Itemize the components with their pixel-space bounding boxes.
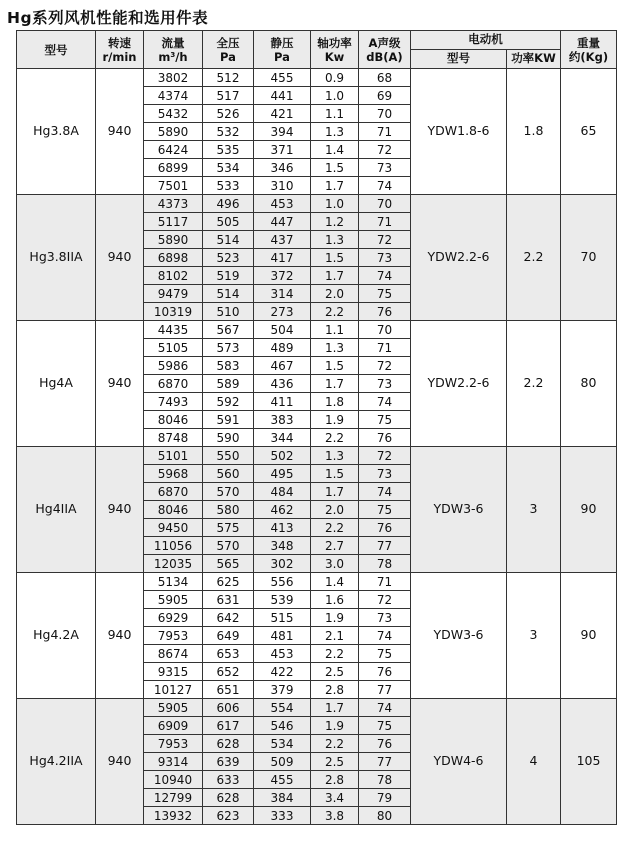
static-pressure-cell: 379	[254, 681, 311, 699]
static-pressure-cell: 417	[254, 249, 311, 267]
header-motor-power: 功率KW	[507, 50, 561, 69]
shaft-power-cell: 1.5	[311, 465, 359, 483]
static-pressure-cell: 539	[254, 591, 311, 609]
noise-level-cell: 76	[359, 735, 411, 753]
motor-power-cell: 3	[507, 573, 561, 699]
header-speed: 转速 r/min	[96, 31, 144, 69]
noise-level-cell: 71	[359, 573, 411, 591]
static-pressure-cell: 371	[254, 141, 311, 159]
shaft-power-cell: 1.9	[311, 609, 359, 627]
static-pressure-cell: 453	[254, 195, 311, 213]
total-pressure-cell: 510	[203, 303, 254, 321]
static-pressure-cell: 384	[254, 789, 311, 807]
noise-level-cell: 72	[359, 231, 411, 249]
noise-level-cell: 75	[359, 645, 411, 663]
shaft-power-cell: 2.0	[311, 501, 359, 519]
noise-level-cell: 75	[359, 501, 411, 519]
motor-model-cell: YDW3-6	[411, 573, 507, 699]
shaft-power-cell: 1.7	[311, 267, 359, 285]
shaft-power-cell: 3.8	[311, 807, 359, 825]
header-static-pressure: 静压 Pa	[254, 31, 311, 69]
shaft-power-cell: 1.2	[311, 213, 359, 231]
total-pressure-cell: 583	[203, 357, 254, 375]
flow-cell: 6424	[144, 141, 203, 159]
total-pressure-cell: 570	[203, 483, 254, 501]
total-pressure-cell: 523	[203, 249, 254, 267]
static-pressure-cell: 447	[254, 213, 311, 231]
total-pressure-cell: 519	[203, 267, 254, 285]
flow-cell: 6909	[144, 717, 203, 735]
flow-cell: 5890	[144, 231, 203, 249]
total-pressure-cell: 617	[203, 717, 254, 735]
total-pressure-cell: 496	[203, 195, 254, 213]
noise-level-cell: 75	[359, 717, 411, 735]
header-weight: 重量 约(Kg)	[561, 31, 617, 69]
shaft-power-cell: 1.5	[311, 357, 359, 375]
static-pressure-cell: 554	[254, 699, 311, 717]
total-pressure-cell: 590	[203, 429, 254, 447]
flow-cell: 5105	[144, 339, 203, 357]
noise-level-cell: 72	[359, 591, 411, 609]
shaft-power-cell: 1.0	[311, 87, 359, 105]
noise-level-cell: 74	[359, 483, 411, 501]
noise-level-cell: 69	[359, 87, 411, 105]
static-pressure-cell: 346	[254, 159, 311, 177]
static-pressure-cell: 310	[254, 177, 311, 195]
header-flow: 流量 $m^3/h$	[144, 31, 203, 69]
noise-level-cell: 79	[359, 789, 411, 807]
total-pressure-cell: 592	[203, 393, 254, 411]
weight-cell: 80	[561, 321, 617, 447]
flow-cell: 8674	[144, 645, 203, 663]
static-pressure-cell: 502	[254, 447, 311, 465]
weight-cell: 105	[561, 699, 617, 825]
shaft-power-cell: 1.5	[311, 249, 359, 267]
total-pressure-cell: 633	[203, 771, 254, 789]
total-pressure-cell: 514	[203, 231, 254, 249]
shaft-power-cell: 2.2	[311, 429, 359, 447]
noise-level-cell: 76	[359, 663, 411, 681]
flow-cell: 6898	[144, 249, 203, 267]
noise-level-cell: 78	[359, 771, 411, 789]
header-shaft-power: 轴功率 Kw	[311, 31, 359, 69]
shaft-power-cell: 1.8	[311, 393, 359, 411]
total-pressure-cell: 534	[203, 159, 254, 177]
shaft-power-cell: 1.6	[311, 591, 359, 609]
flow-cell: 9479	[144, 285, 203, 303]
model-cell: Hg4A	[17, 321, 96, 447]
flow-cell: 5905	[144, 591, 203, 609]
total-pressure-cell: 535	[203, 141, 254, 159]
flow-cell: 10127	[144, 681, 203, 699]
static-pressure-cell: 273	[254, 303, 311, 321]
speed-cell: 940	[96, 321, 144, 447]
static-pressure-cell: 437	[254, 231, 311, 249]
flow-cell: 5890	[144, 123, 203, 141]
flow-cell: 5117	[144, 213, 203, 231]
total-pressure-cell: 591	[203, 411, 254, 429]
page-title: Hg系列风机性能和选用件表	[7, 9, 209, 27]
header-noise-level: A声级 dB(A)	[359, 31, 411, 69]
static-pressure-cell: 421	[254, 105, 311, 123]
noise-level-cell: 72	[359, 141, 411, 159]
shaft-power-cell: 2.5	[311, 663, 359, 681]
total-pressure-cell: 533	[203, 177, 254, 195]
total-pressure-cell: 628	[203, 735, 254, 753]
fan-performance-table	[16, 30, 617, 825]
flow-cell: 7953	[144, 735, 203, 753]
header-total-pressure: 全压 Pa	[203, 31, 254, 69]
total-pressure-cell: 625	[203, 573, 254, 591]
noise-level-cell: 72	[359, 447, 411, 465]
weight-cell: 90	[561, 447, 617, 573]
noise-level-cell: 71	[359, 213, 411, 231]
shaft-power-cell: 2.8	[311, 681, 359, 699]
shaft-power-cell: 2.2	[311, 519, 359, 537]
static-pressure-cell: 489	[254, 339, 311, 357]
shaft-power-cell: 2.1	[311, 627, 359, 645]
speed-cell: 940	[96, 69, 144, 195]
static-pressure-cell: 462	[254, 501, 311, 519]
motor-power-cell: 3	[507, 447, 561, 573]
shaft-power-cell: 1.0	[311, 195, 359, 213]
total-pressure-cell: 631	[203, 591, 254, 609]
total-pressure-cell: 649	[203, 627, 254, 645]
flow-cell: 4435	[144, 321, 203, 339]
flow-cell: 7493	[144, 393, 203, 411]
total-pressure-cell: 560	[203, 465, 254, 483]
total-pressure-cell: 505	[203, 213, 254, 231]
shaft-power-cell: 2.7	[311, 537, 359, 555]
flow-cell: 9314	[144, 753, 203, 771]
speed-cell: 940	[96, 447, 144, 573]
total-pressure-cell: 565	[203, 555, 254, 573]
model-cell: Hg4IIA	[17, 447, 96, 573]
flow-cell: 5968	[144, 465, 203, 483]
flow-cell: 8748	[144, 429, 203, 447]
flow-cell: 9315	[144, 663, 203, 681]
noise-level-cell: 74	[359, 393, 411, 411]
flow-cell: 4373	[144, 195, 203, 213]
flow-cell: 9450	[144, 519, 203, 537]
flow-cell: 8046	[144, 501, 203, 519]
flow-cell: 5432	[144, 105, 203, 123]
flow-cell: 13932	[144, 807, 203, 825]
static-pressure-cell: 436	[254, 375, 311, 393]
shaft-power-cell: 1.3	[311, 447, 359, 465]
noise-level-cell: 73	[359, 609, 411, 627]
flow-cell: 6929	[144, 609, 203, 627]
noise-level-cell: 68	[359, 69, 411, 87]
shaft-power-cell: 1.7	[311, 177, 359, 195]
flow-cell: 4374	[144, 87, 203, 105]
static-pressure-cell: 344	[254, 429, 311, 447]
flow-cell: 8046	[144, 411, 203, 429]
header-motor: 电动机	[411, 31, 561, 50]
total-pressure-cell: 550	[203, 447, 254, 465]
table-row	[17, 699, 617, 717]
noise-level-cell: 77	[359, 681, 411, 699]
flow-cell: 5101	[144, 447, 203, 465]
header-model: 型号	[17, 31, 96, 69]
motor-power-cell: 4	[507, 699, 561, 825]
noise-level-cell: 74	[359, 267, 411, 285]
motor-power-cell: 2.2	[507, 321, 561, 447]
speed-cell: 940	[96, 699, 144, 825]
shaft-power-cell: 3.4	[311, 789, 359, 807]
static-pressure-cell: 495	[254, 465, 311, 483]
model-cell: Hg3.8IIA	[17, 195, 96, 321]
motor-model-cell: YDW2.2-6	[411, 321, 507, 447]
noise-level-cell: 80	[359, 807, 411, 825]
noise-level-cell: 70	[359, 105, 411, 123]
noise-level-cell: 71	[359, 339, 411, 357]
total-pressure-cell: 651	[203, 681, 254, 699]
model-cell: Hg4.2IIA	[17, 699, 96, 825]
shaft-power-cell: 2.2	[311, 303, 359, 321]
static-pressure-cell: 383	[254, 411, 311, 429]
static-pressure-cell: 484	[254, 483, 311, 501]
noise-level-cell: 71	[359, 123, 411, 141]
total-pressure-cell: 517	[203, 87, 254, 105]
noise-level-cell: 72	[359, 357, 411, 375]
flow-cell: 6899	[144, 159, 203, 177]
static-pressure-cell: 314	[254, 285, 311, 303]
noise-level-cell: 77	[359, 753, 411, 771]
flow-cell: 5134	[144, 573, 203, 591]
total-pressure-cell: 512	[203, 69, 254, 87]
static-pressure-cell: 515	[254, 609, 311, 627]
total-pressure-cell: 639	[203, 753, 254, 771]
noise-level-cell: 74	[359, 177, 411, 195]
static-pressure-cell: 348	[254, 537, 311, 555]
speed-cell: 940	[96, 195, 144, 321]
shaft-power-cell: 1.3	[311, 339, 359, 357]
model-cell: Hg3.8A	[17, 69, 96, 195]
noise-level-cell: 70	[359, 321, 411, 339]
total-pressure-cell: 575	[203, 519, 254, 537]
shaft-power-cell: 1.7	[311, 483, 359, 501]
weight-cell: 90	[561, 573, 617, 699]
total-pressure-cell: 567	[203, 321, 254, 339]
noise-level-cell: 76	[359, 429, 411, 447]
total-pressure-cell: 573	[203, 339, 254, 357]
flow-cell: 5905	[144, 699, 203, 717]
shaft-power-cell: 1.9	[311, 411, 359, 429]
motor-power-cell: 2.2	[507, 195, 561, 321]
total-pressure-cell: 642	[203, 609, 254, 627]
header-motor-model: 型号	[411, 50, 507, 69]
static-pressure-cell: 504	[254, 321, 311, 339]
flow-cell: 6870	[144, 483, 203, 501]
motor-model-cell: YDW4-6	[411, 699, 507, 825]
shaft-power-cell: 2.8	[311, 771, 359, 789]
total-pressure-cell: 580	[203, 501, 254, 519]
flow-cell: 7501	[144, 177, 203, 195]
flow-cell: 10319	[144, 303, 203, 321]
noise-level-cell: 78	[359, 555, 411, 573]
flow-cell: 3802	[144, 69, 203, 87]
shaft-power-cell: 1.3	[311, 123, 359, 141]
static-pressure-cell: 534	[254, 735, 311, 753]
noise-level-cell: 73	[359, 159, 411, 177]
table-row	[17, 69, 617, 87]
static-pressure-cell: 333	[254, 807, 311, 825]
total-pressure-cell: 652	[203, 663, 254, 681]
noise-level-cell: 73	[359, 249, 411, 267]
static-pressure-cell: 467	[254, 357, 311, 375]
total-pressure-cell: 606	[203, 699, 254, 717]
static-pressure-cell: 455	[254, 771, 311, 789]
motor-model-cell: YDW3-6	[411, 447, 507, 573]
flow-cell: 7953	[144, 627, 203, 645]
static-pressure-cell: 422	[254, 663, 311, 681]
table-row	[17, 195, 617, 213]
noise-level-cell: 74	[359, 627, 411, 645]
flow-cell: 10940	[144, 771, 203, 789]
speed-cell: 940	[96, 573, 144, 699]
noise-level-cell: 76	[359, 519, 411, 537]
shaft-power-cell: 2.0	[311, 285, 359, 303]
static-pressure-cell: 453	[254, 645, 311, 663]
static-pressure-cell: 481	[254, 627, 311, 645]
shaft-power-cell: 0.9	[311, 69, 359, 87]
static-pressure-cell: 372	[254, 267, 311, 285]
shaft-power-cell: 1.4	[311, 573, 359, 591]
shaft-power-cell: 1.9	[311, 717, 359, 735]
model-cell: Hg4.2A	[17, 573, 96, 699]
flow-cell: 12799	[144, 789, 203, 807]
weight-cell: 65	[561, 69, 617, 195]
shaft-power-cell: 1.7	[311, 375, 359, 393]
noise-level-cell: 73	[359, 375, 411, 393]
motor-model-cell: YDW1.8-6	[411, 69, 507, 195]
table-row	[17, 573, 617, 591]
total-pressure-cell: 589	[203, 375, 254, 393]
static-pressure-cell: 455	[254, 69, 311, 87]
shaft-power-cell: 1.7	[311, 699, 359, 717]
motor-power-cell: 1.8	[507, 69, 561, 195]
noise-level-cell: 77	[359, 537, 411, 555]
shaft-power-cell: 1.1	[311, 105, 359, 123]
shaft-power-cell: 1.5	[311, 159, 359, 177]
static-pressure-cell: 394	[254, 123, 311, 141]
table-row	[17, 447, 617, 465]
flow-cell: 12035	[144, 555, 203, 573]
shaft-power-cell: 1.3	[311, 231, 359, 249]
noise-level-cell: 76	[359, 303, 411, 321]
noise-level-cell: 73	[359, 465, 411, 483]
flow-cell: 11056	[144, 537, 203, 555]
total-pressure-cell: 526	[203, 105, 254, 123]
total-pressure-cell: 623	[203, 807, 254, 825]
static-pressure-cell: 413	[254, 519, 311, 537]
static-pressure-cell: 509	[254, 753, 311, 771]
flow-cell: 8102	[144, 267, 203, 285]
static-pressure-cell: 556	[254, 573, 311, 591]
static-pressure-cell: 441	[254, 87, 311, 105]
static-pressure-cell: 411	[254, 393, 311, 411]
shaft-power-cell: 2.2	[311, 735, 359, 753]
shaft-power-cell: 3.0	[311, 555, 359, 573]
motor-model-cell: YDW2.2-6	[411, 195, 507, 321]
total-pressure-cell: 570	[203, 537, 254, 555]
shaft-power-cell: 1.4	[311, 141, 359, 159]
noise-level-cell: 70	[359, 195, 411, 213]
weight-cell: 70	[561, 195, 617, 321]
noise-level-cell: 75	[359, 411, 411, 429]
static-pressure-cell: 302	[254, 555, 311, 573]
total-pressure-cell: 514	[203, 285, 254, 303]
total-pressure-cell: 653	[203, 645, 254, 663]
noise-level-cell: 74	[359, 699, 411, 717]
noise-level-cell: 75	[359, 285, 411, 303]
table-row	[17, 321, 617, 339]
flow-cell: 6870	[144, 375, 203, 393]
shaft-power-cell: 1.1	[311, 321, 359, 339]
total-pressure-cell: 628	[203, 789, 254, 807]
flow-cell: 5986	[144, 357, 203, 375]
shaft-power-cell: 2.2	[311, 645, 359, 663]
shaft-power-cell: 2.5	[311, 753, 359, 771]
static-pressure-cell: 546	[254, 717, 311, 735]
total-pressure-cell: 532	[203, 123, 254, 141]
